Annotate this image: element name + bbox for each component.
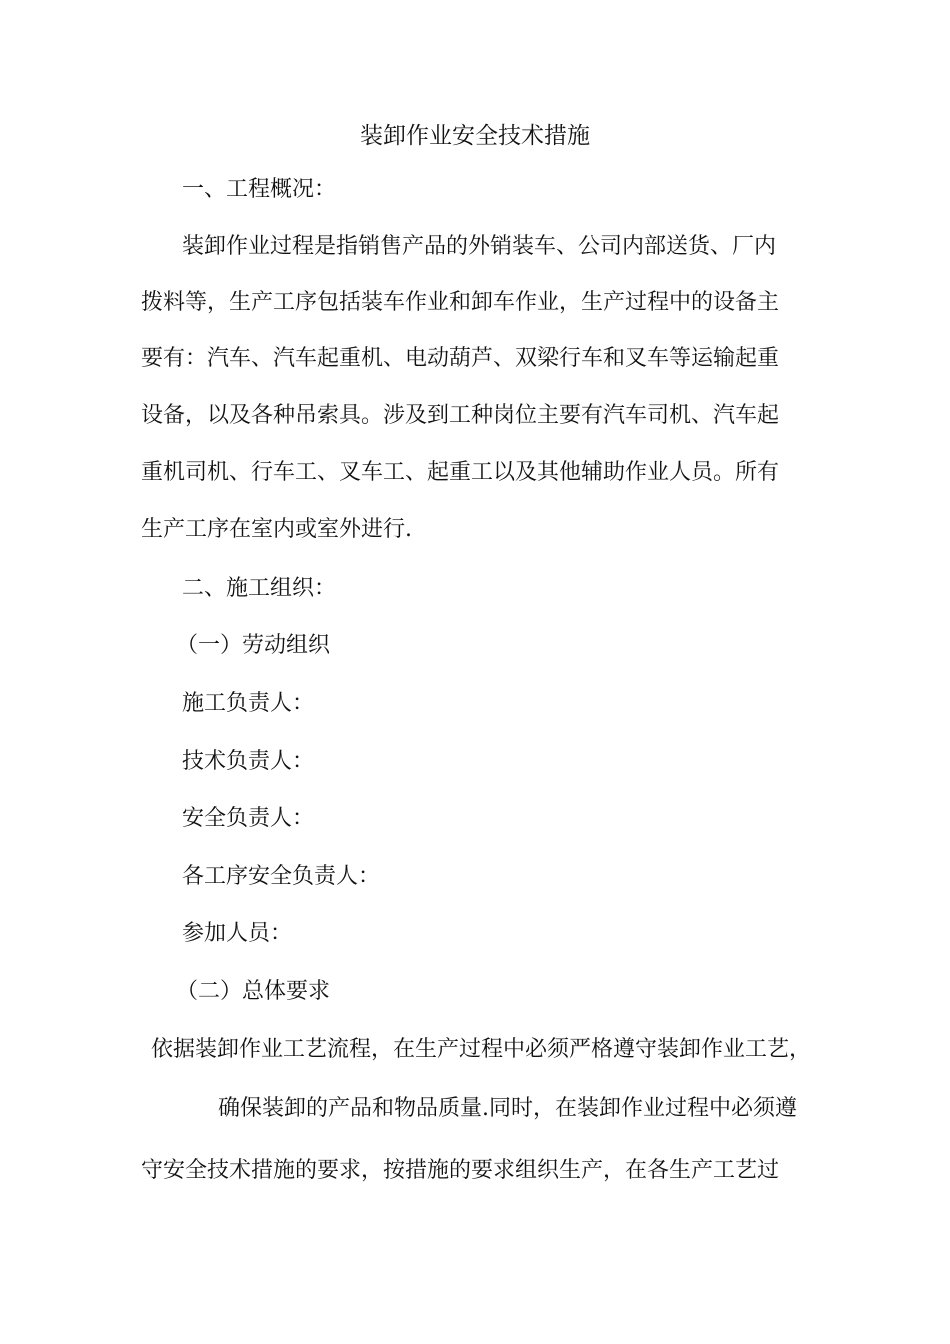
paragraph-line: 要有：汽车、汽车起重机、电动葫芦、双梁行车和叉车等运输起重 (141, 346, 780, 371)
org-field-safety-lead: 安全负责人： (182, 806, 315, 831)
paragraph-line: 依据装卸作业工艺流程，在生产过程中必须严格遵守装卸作业工艺， (151, 1037, 812, 1062)
paragraph-line: 拨料等，生产工序包括装车作业和卸车作业，生产过程中的设备主 (141, 290, 780, 315)
org-field-process-safety-lead: 各工序安全负责人： (182, 864, 381, 889)
subsection-heading-labor: （一）劳动组织 (176, 633, 331, 658)
section-heading-overview: 一、工程概况： (182, 177, 337, 202)
paragraph-line: 生产工序在室内或室外进行. (141, 517, 412, 542)
section-heading-organization: 二、施工组织： (182, 576, 337, 601)
org-field-construction-lead: 施工负责人： (182, 691, 315, 716)
org-field-participants: 参加人员： (182, 921, 293, 946)
paragraph-line: 装卸作业过程是指销售产品的外销装车、公司内部送货、厂内 (182, 234, 777, 259)
paragraph-line: 守安全技术措施的要求，按措施的要求组织生产，在各生产工艺过 (141, 1158, 780, 1183)
document-title: 装卸作业安全技术措施 (360, 123, 590, 149)
paragraph-line: 重机司机、行车工、叉车工、起重工以及其他辅助作业人员。所有 (141, 460, 780, 485)
paragraph-line: 确保装卸的产品和物品质量.同时，在装卸作业过程中必须遵 (218, 1096, 797, 1121)
subsection-heading-requirements: （二）总体要求 (176, 979, 331, 1004)
org-field-technical-lead: 技术负责人： (182, 749, 315, 774)
paragraph-line: 设备，以及各种吊索具。涉及到工种岗位主要有汽车司机、汽车起 (141, 403, 780, 428)
